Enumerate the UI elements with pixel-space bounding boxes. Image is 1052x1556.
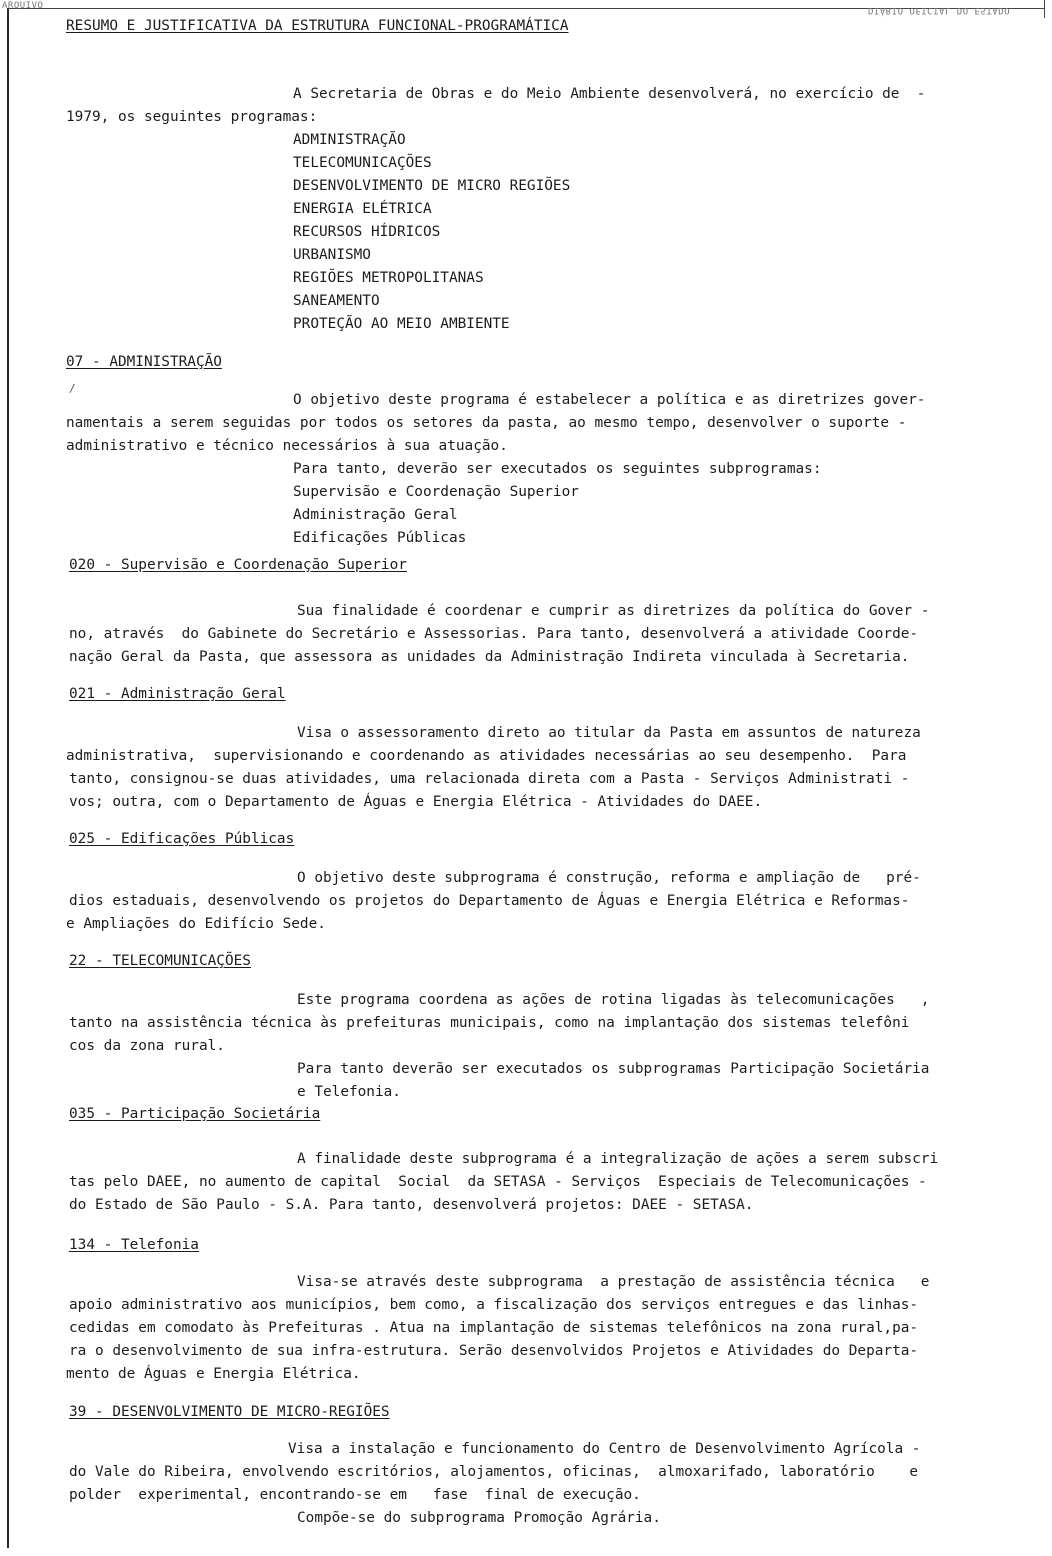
intro-line: A Secretaria de Obras e do Meio Ambiente desenvolverá, no exercício de - (293, 86, 926, 102)
paragraph-line: nação Geral da Pasta, que assessora as unidades da Administração Indireta vinculada à Secretaria. (69, 649, 910, 665)
paragraph-line: do Estado de São Paulo - S.A. Para tanto, desenvolverá projetos: DAEE - SETASA. (69, 1197, 754, 1213)
paragraph-line: Para tanto, deverão ser executados os seguintes subprogramas: (293, 461, 822, 477)
paragraph-line: Sua finalidade é coordenar e cumprir as diretrizes da política do Gover - (297, 603, 930, 619)
program-item: ENERGIA ELÉTRICA (293, 201, 432, 217)
paragraph-line: tanto na assistência técnica às prefeituras municipais, como na implantação dos sistemas telefôni (69, 1015, 910, 1031)
paragraph-line: A finalidade deste subprograma é a integralização de ações a serem subscri (297, 1151, 939, 1167)
paragraph-line: apoio administrativo aos municípios, bem como, a fiscalização dos serviços entregues e das linhas- (69, 1297, 919, 1313)
paragraph-line: e Telefonia. (297, 1084, 401, 1100)
paragraph-line: Compõe-se do subprograma Promoção Agrária. (297, 1510, 661, 1526)
paragraph-line: ra o desenvolvimento de sua infra-estrutura. Serão desenvolvidos Projetos e Atividades do Departa- (69, 1343, 919, 1359)
paragraph-line: tanto, consignou-se duas atividades, uma relacionada direta com a Pasta - Serviços Administrati - (69, 771, 910, 787)
paragraph-line: O objetivo deste subprograma é construção, reforma e ampliação de pré- (297, 870, 921, 886)
subprogram-item: Administração Geral (293, 507, 458, 523)
page-title: RESUMO E JUSTIFICATIVA DA ESTRUTURA FUNCIONAL-PROGRAMÁTICA (66, 18, 569, 34)
paragraph-line: vos; outra, com o Departamento de Águas e Energia Elétrica - Atividades do DAEE. (69, 794, 763, 810)
paragraph-line: Visa o assessoramento direto ao titular da Pasta em assuntos de natureza (297, 725, 921, 741)
paragraph-line: no, através do Gabinete do Secretário e Assessorias. Para tanto, desenvolverá a atividade Coorde- (69, 626, 919, 642)
section-heading: 134 - Telefonia (69, 1237, 199, 1253)
page-border-left (7, 8, 9, 1548)
pen-mark: / (69, 382, 76, 395)
paragraph-line: Este programa coordena as ações de rotina ligadas às telecomunicações , (297, 992, 930, 1008)
section-heading: 020 - Supervisão e Coordenação Superior (69, 557, 407, 573)
program-item: PROTEÇÃO AO MEIO AMBIENTE (293, 316, 510, 332)
section-heading: 025 - Edificações Públicas (69, 831, 295, 847)
paragraph-line: e Ampliações do Edifício Sede. (66, 916, 326, 932)
paragraph-line: O objetivo deste programa é estabelecer a política e as diretrizes gover- (293, 392, 926, 408)
section-heading: 22 - TELECOMUNICAÇÕES (69, 953, 251, 969)
paragraph-line: Para tanto deverão ser executados os subprogramas Participação Societária (297, 1061, 930, 1077)
paragraph-line: cedidas em comodato às Prefeituras . Atua na implantação de sistemas telefônicos na zona rural,pa- (69, 1320, 919, 1336)
section-heading: 021 - Administração Geral (69, 686, 286, 702)
page-border-right (1044, 0, 1045, 18)
paragraph-line: administrativo e técnico necessários à sua atuação. (66, 438, 508, 454)
program-item: DESENVOLVIMENTO DE MICRO REGIÕES (293, 178, 571, 194)
program-item: RECURSOS HÍDRICOS (293, 224, 441, 240)
program-item: URBANISMO (293, 247, 371, 263)
paragraph-line: polder experimental, encontrando-se em fase final de execução. (69, 1487, 641, 1503)
program-item: ADMINISTRAÇÃO (293, 132, 406, 148)
program-item: REGIÕES METROPOLITANAS (293, 270, 484, 286)
section-heading: 39 - DESENVOLVIMENTO DE MICRO-REGIÕES (69, 1404, 390, 1420)
paragraph-line: do Vale do Ribeira, envolvendo escritórios, alojamentos, oficinas, almoxarifado, laboratório e (69, 1464, 919, 1480)
program-item: TELECOMUNICAÇÕES (293, 155, 432, 171)
paragraph-line: cos da zona rural. (69, 1038, 225, 1054)
archive-stamp: ARQUIVO (2, 1, 44, 11)
paragraph-line: Visa a instalação e funcionamento do Centro de Desenvolvimento Agrícola - (288, 1441, 921, 1457)
section-heading: 035 - Participação Societária (69, 1106, 321, 1122)
intro-line: 1979, os seguintes programas: (66, 109, 318, 125)
subprogram-item: Supervisão e Coordenação Superior (293, 484, 579, 500)
program-item: SANEAMENTO (293, 293, 380, 309)
paragraph-line: dios estaduais, desenvolvendo os projetos do Departamento de Águas e Energia Elétrica e Reformas- (69, 893, 910, 909)
paragraph-line: Visa-se através deste subprograma a prestação de assistência técnica e (297, 1274, 930, 1290)
paragraph-line: mento de Águas e Energia Elétrica. (66, 1366, 361, 1382)
paragraph-line: administrativa, supervisionando e coordenando as atividades necessárias ao seu desempenho. Para (66, 748, 907, 764)
gazette-stamp: DIÁRIO OFICIAL DO ESTADO (868, 5, 1011, 15)
paragraph-line: namentais a serem seguidas por todos os setores da pasta, ao mesmo tempo, desenvolver o suporte - (66, 415, 907, 431)
subprogram-item: Edificações Públicas (293, 530, 467, 546)
paragraph-line: tas pelo DAEE, no aumento de capital Social da SETASA - Serviços Especiais de Telecomunicações - (69, 1174, 927, 1190)
section-heading: 07 - ADMINISTRAÇÃO (66, 354, 222, 370)
